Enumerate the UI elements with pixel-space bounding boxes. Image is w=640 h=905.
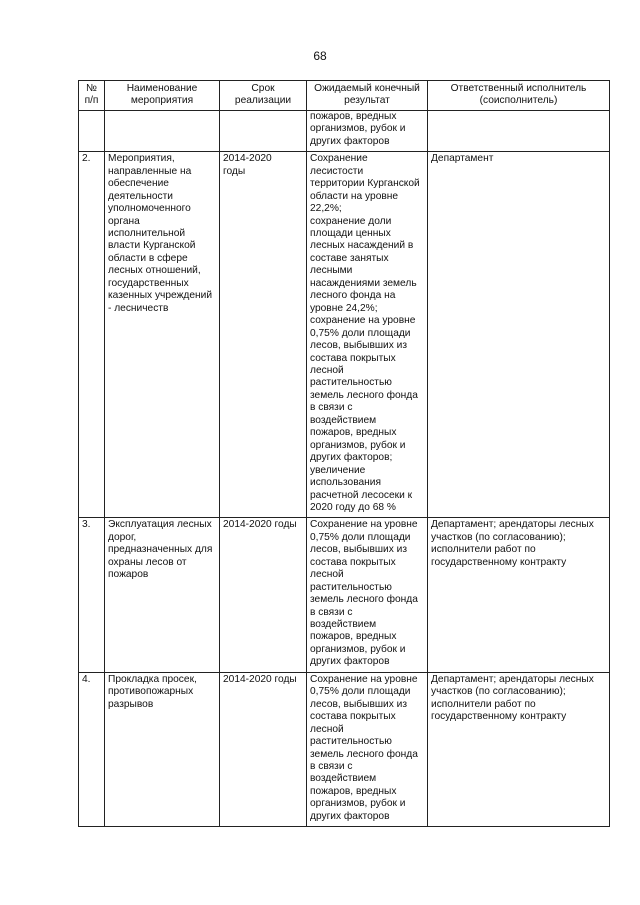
header-responsible: Ответственный исполнитель (соисполнитель) — [428, 81, 610, 111]
cell-term: 2014-2020 годы — [220, 518, 307, 672]
header-result: Ожидаемый конечный результат — [307, 81, 428, 111]
page-number: 68 — [313, 49, 327, 63]
cell-result: Сохранение на уровне 0,75% доли площади лесов, выбывших из состава покрытых лесной растительностью земель лесного фонда в связи с воздействием пожаров, вредных организмов, рубок и других факторов — [307, 518, 428, 672]
table-header-row — [79, 81, 610, 111]
activities-table — [78, 80, 610, 827]
cell-name: Эксплуатация лесных дорог, предназначенных для охраны лесов от пожаров — [105, 518, 220, 672]
table-row — [79, 518, 610, 672]
cell-result: Сохранение на уровне 0,75% доли площади лесов, выбывших из состава покрытых лесной растительностью земель лесного фонда в связи с воздействием пожаров, вредных организмов, рубок и других факторов — [307, 672, 428, 826]
cell-name: Мероприятия, направленные на обеспечение деятельности уполномоченного органа исполнительной власти Курганской области в сфере лесных отношений, государственных казенных учреждений - лесничеств — [105, 152, 220, 518]
cell-number: 2. — [79, 152, 105, 518]
cell-responsible — [428, 110, 610, 151]
cell-responsible: Департамент — [428, 152, 610, 518]
cell-name: Прокладка просек, противопожарных разрывов — [105, 672, 220, 826]
header-name: Наименование мероприятия — [105, 81, 220, 111]
cell-number — [79, 110, 105, 151]
cell-name — [105, 110, 220, 151]
cell-term: 2014-2020 годы — [220, 152, 307, 518]
cell-number: 4. — [79, 672, 105, 826]
cell-term: 2014-2020 годы — [220, 672, 307, 826]
table-row — [79, 672, 610, 826]
table-row — [79, 152, 610, 518]
table-row-continuation — [79, 110, 610, 151]
cell-responsible: Департамент; арендаторы лесных участков (по согласованию); исполнители работ по государственному контракту — [428, 672, 610, 826]
header-number: № п/п — [79, 81, 105, 111]
header-term: Срок реализации — [220, 81, 307, 111]
cell-result: пожаров, вредных организмов, рубок и других факторов — [307, 110, 428, 151]
cell-term — [220, 110, 307, 151]
cell-number: 3. — [79, 518, 105, 672]
cell-responsible: Департамент; арендаторы лесных участков (по согласованию); исполнители работ по государственному контракту — [428, 518, 610, 672]
cell-result: Сохранение лесистости территории Курганской области на уровне 22,2%; сохранение доли площади ценных лесных насаждений в составе занятых лесными насаждениями земель лесного фонда на уровне 24,2%; сохранение на уровне 0,75% доли площади лесов, выбывших из состава покрытых лесной растительностью земель лесного фонда в связи с воздействием пожаров, вредных организмов, рубок и других факторов; увеличение использования расчетной лесосеки к 2020 году до 68 % — [307, 152, 428, 518]
